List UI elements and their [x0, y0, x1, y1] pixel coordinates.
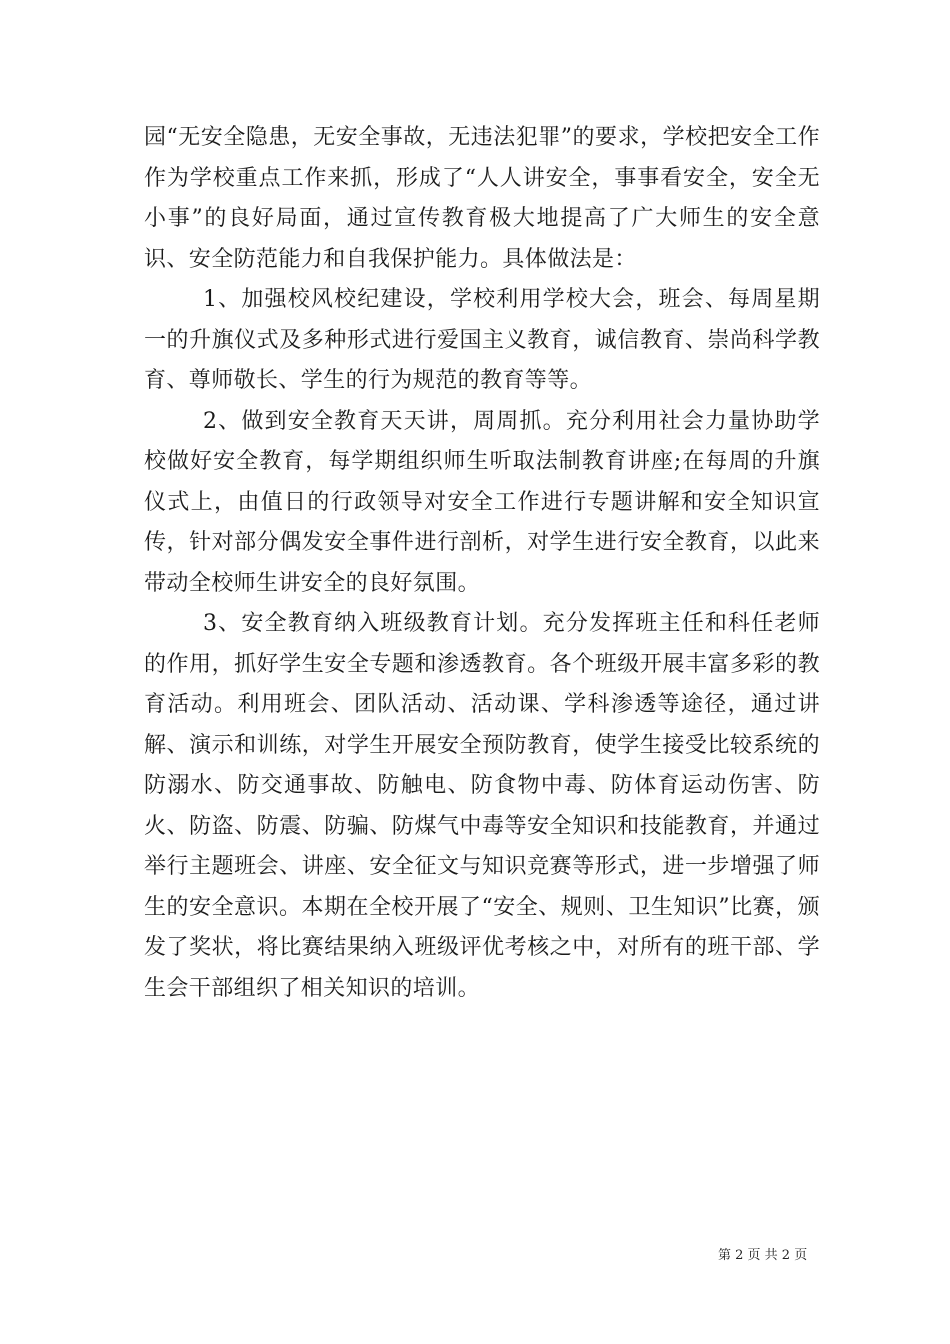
- paragraph-item-2: 2、做到安全教育天天讲，周周抓。充分利用社会力量协助学校做好安全教育，每学期组织师生听取法制教育讲座;在每周的升旗仪式上，由值日的行政领导对安全工作进行专题讲解和安全知识宣传，针对部分偶发安全事件进行剖析，对学生进行安全教育，以此来带动全校师生讲安全的良好氛围。: [144, 408, 820, 596]
- paragraph-item-3: 3、安全教育纳入班级教育计划。充分发挥班主任和科任老师的作用，抓好学生安全专题和渗透教育。各个班级开展丰富多彩的教育活动。利用班会、团队活动、活动课、学科渗透等途径，通过讲解、演示和训练，对学生开展安全预防教育，使学生接受比较系统的防溺水、防交通事故、防触电、防食物中毒、防体育运动伤害、防火、防盗、防震、防骗、防煤气中毒等安全知识和技能教育，并通过举行主题班会、讲座、安全征文与知识竞赛等形式，进一步增强了师生的安全意识。本期在全校开展了“安全、规则、卫生知识”比赛，颁发了奖状，将比赛结果纳入班级评优考核之中，对所有的班干部、学生会干部组织了相关知识的培训。: [144, 611, 820, 1001]
- paragraph-item-1: 1、加强校风校纪建设，学校利用学校大会，班会、每周星期一的升旗仪式及多种形式进行爱国主义教育，诚信教育、崇尚科学教育、尊师敬长、学生的行为规范的教育等等。: [144, 287, 820, 393]
- page-number-footer: 第 2 页 共 2 页: [718, 1248, 808, 1263]
- document-body: [144, 118, 820, 1009]
- paragraph-continuation: 园“无安全隐患，无安全事故，无违法犯罪”的要求，学校把安全工作作为学校重点工作来抓，形成了“人人讲安全，事事看安全，安全无小事”的良好局面，通过宣传教育极大地提高了广大师生的安全意识、安全防范能力和自我保护能力。具体做法是：: [144, 125, 820, 272]
